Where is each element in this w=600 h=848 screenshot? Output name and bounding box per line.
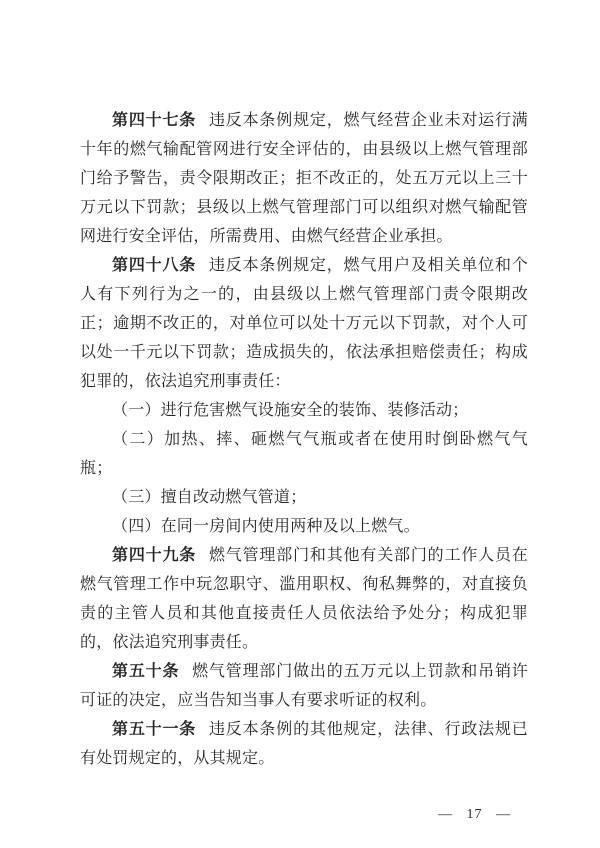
article-51 [80, 715, 528, 773]
article-50-number: 第五十条 [112, 663, 180, 680]
article-48-item-3 [80, 483, 528, 512]
article-49-number: 第四十九条 [112, 547, 197, 564]
article-49-text: 燃气管理部门和其他有关部门的工作人员在燃气管理工作中玩忽职守、滥用职权、徇私舞弊的，对直接负责的主管人员和其他直接责任人员依法给予处分；构成犯罪的，依法追究刑事责任。 [80, 547, 528, 651]
article-48 [80, 251, 528, 396]
page-number: — 17 — [438, 807, 511, 822]
document-body [80, 106, 528, 773]
article-48-item-2-text: （二）加热、摔、砸燃气气瓶或者在使用时倒卧燃气气瓶； [80, 431, 528, 477]
article-50 [80, 657, 528, 715]
article-48-number: 第四十八条 [112, 257, 197, 274]
article-48-item-1-text: （一）进行危害燃气设施安全的装饰、装修活动； [112, 402, 469, 419]
article-48-item-2 [80, 425, 528, 483]
article-51-text: 违反本条例的其他规定，法律、行政法规已有处罚规定的，从其规定。 [80, 721, 528, 767]
article-50-text: 燃气管理部门做出的五万元以上罚款和吊销许可证的决定，应当告知当事人有要求听证的权利。 [80, 663, 528, 709]
article-48-item-3-text: （三）擅自改动燃气管道； [112, 489, 307, 506]
article-47-text: 违反本条例规定，燃气经营企业未对运行满十年的燃气输配管网进行安全评估的，由县级以上燃气管理部门给予警告，责令限期改正；拒不改正的，处五万元以上三十万元以下罚款；县级以上燃气管理部门可以组织对燃气输配管网进行安全评估，所需费用、由燃气经营企业承担。 [80, 112, 528, 245]
article-48-item-4 [80, 512, 528, 541]
article-47 [80, 106, 528, 251]
article-48-text: 违反本条例规定，燃气用户及相关单位和个人有下列行为之一的，由县级以上燃气管理部门责令限期改正；逾期不改正的，对单位可以处十万元以下罚款，对个人可以处一千元以下罚款；造成损失的，依法承担赔偿责任；构成犯罪的，依法追究刑事责任： [80, 257, 528, 390]
article-49 [80, 541, 528, 657]
article-48-item-1 [80, 396, 528, 425]
article-48-item-4-text: （四）在同一房间内使用两种及以上燃气。 [112, 518, 420, 535]
article-51-number: 第五十一条 [112, 721, 197, 738]
article-47-number: 第四十七条 [112, 112, 197, 129]
